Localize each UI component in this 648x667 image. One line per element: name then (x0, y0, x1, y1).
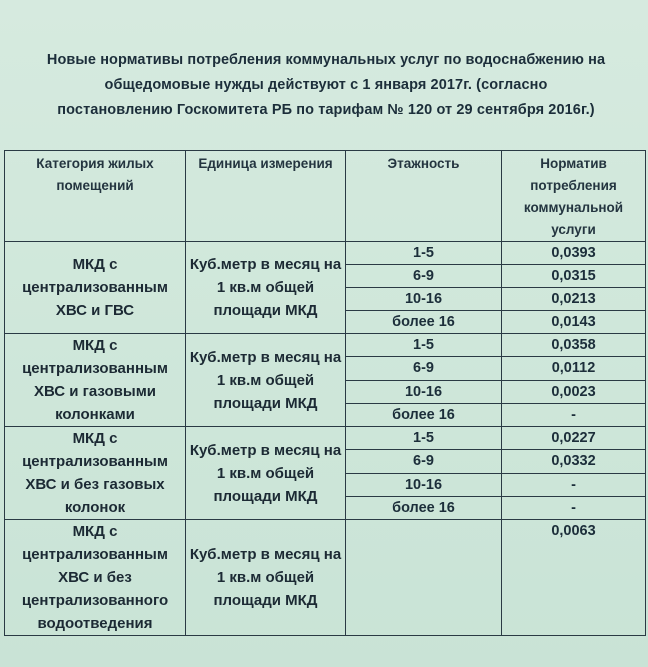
header-norm: Норматив потребления коммунальной услуги (502, 151, 646, 242)
norm-cell: 0,0213 (502, 288, 646, 311)
title-line-1: Новые нормативы потребления коммунальных услуг по водоснабжению на (46, 52, 606, 68)
norm-cell: - (502, 473, 646, 496)
floors-cell: 10-16 (346, 288, 502, 311)
floors-cell: 1-5 (346, 242, 502, 265)
document-title (6, 48, 646, 123)
floors-cell: более 16 (346, 311, 502, 334)
table-header-row (5, 151, 646, 242)
norm-cell: - (502, 496, 646, 519)
header-category: Категория жилых помещений (5, 151, 186, 242)
norm-cell: 0,0143 (502, 311, 646, 334)
floors-cell: 1-5 (346, 427, 502, 450)
category-cell: МКД с централизованным ХВС и без централизованного водоотведения (5, 520, 186, 636)
floors-cell: 6-9 (346, 265, 502, 288)
table-row (5, 242, 646, 265)
table-row (5, 520, 646, 636)
table-row (5, 334, 646, 357)
norms-table (4, 150, 646, 636)
header-floors: Этажность (346, 151, 502, 242)
unit-cell: Куб.метр в месяц на 1 кв.м общей площади МКД (186, 520, 346, 636)
norm-cell: 0,0063 (502, 520, 646, 636)
title-line-2: общедомовые нужды действуют с 1 января 2017г. (согласно (104, 77, 548, 93)
header-unit: Единица измерения (186, 151, 346, 242)
floors-cell: более 16 (346, 496, 502, 519)
norm-cell: 0,0393 (502, 242, 646, 265)
norm-cell: - (502, 403, 646, 426)
norm-cell: 0,0023 (502, 380, 646, 403)
norm-cell: 0,0227 (502, 427, 646, 450)
floors-cell: 6-9 (346, 450, 502, 473)
table-row (5, 427, 646, 450)
norm-cell: 0,0358 (502, 334, 646, 357)
title-line-3: постановлению Госкомитета РБ по тарифам № 120 от 29 сентября 2016г.) (57, 102, 595, 118)
unit-cell: Куб.метр в месяц на 1 кв.м общей площади МКД (186, 242, 346, 334)
floors-cell: 1-5 (346, 334, 502, 357)
norm-cell: 0,0112 (502, 357, 646, 380)
floors-cell: 10-16 (346, 473, 502, 496)
norm-cell: 0,0315 (502, 265, 646, 288)
category-cell: МКД с централизованным ХВС и без газовых колонок (5, 427, 186, 520)
unit-cell: Куб.метр в месяц на 1 кв.м общей площади МКД (186, 427, 346, 520)
category-cell: МКД с централизованным ХВС и газовыми колонками (5, 334, 186, 427)
norm-cell: 0,0332 (502, 450, 646, 473)
floors-cell: 10-16 (346, 380, 502, 403)
floors-cell (346, 520, 502, 636)
category-cell: МКД с централизованным ХВС и ГВС (5, 242, 186, 334)
floors-cell: 6-9 (346, 357, 502, 380)
floors-cell: более 16 (346, 403, 502, 426)
unit-cell: Куб.метр в месяц на 1 кв.м общей площади МКД (186, 334, 346, 427)
